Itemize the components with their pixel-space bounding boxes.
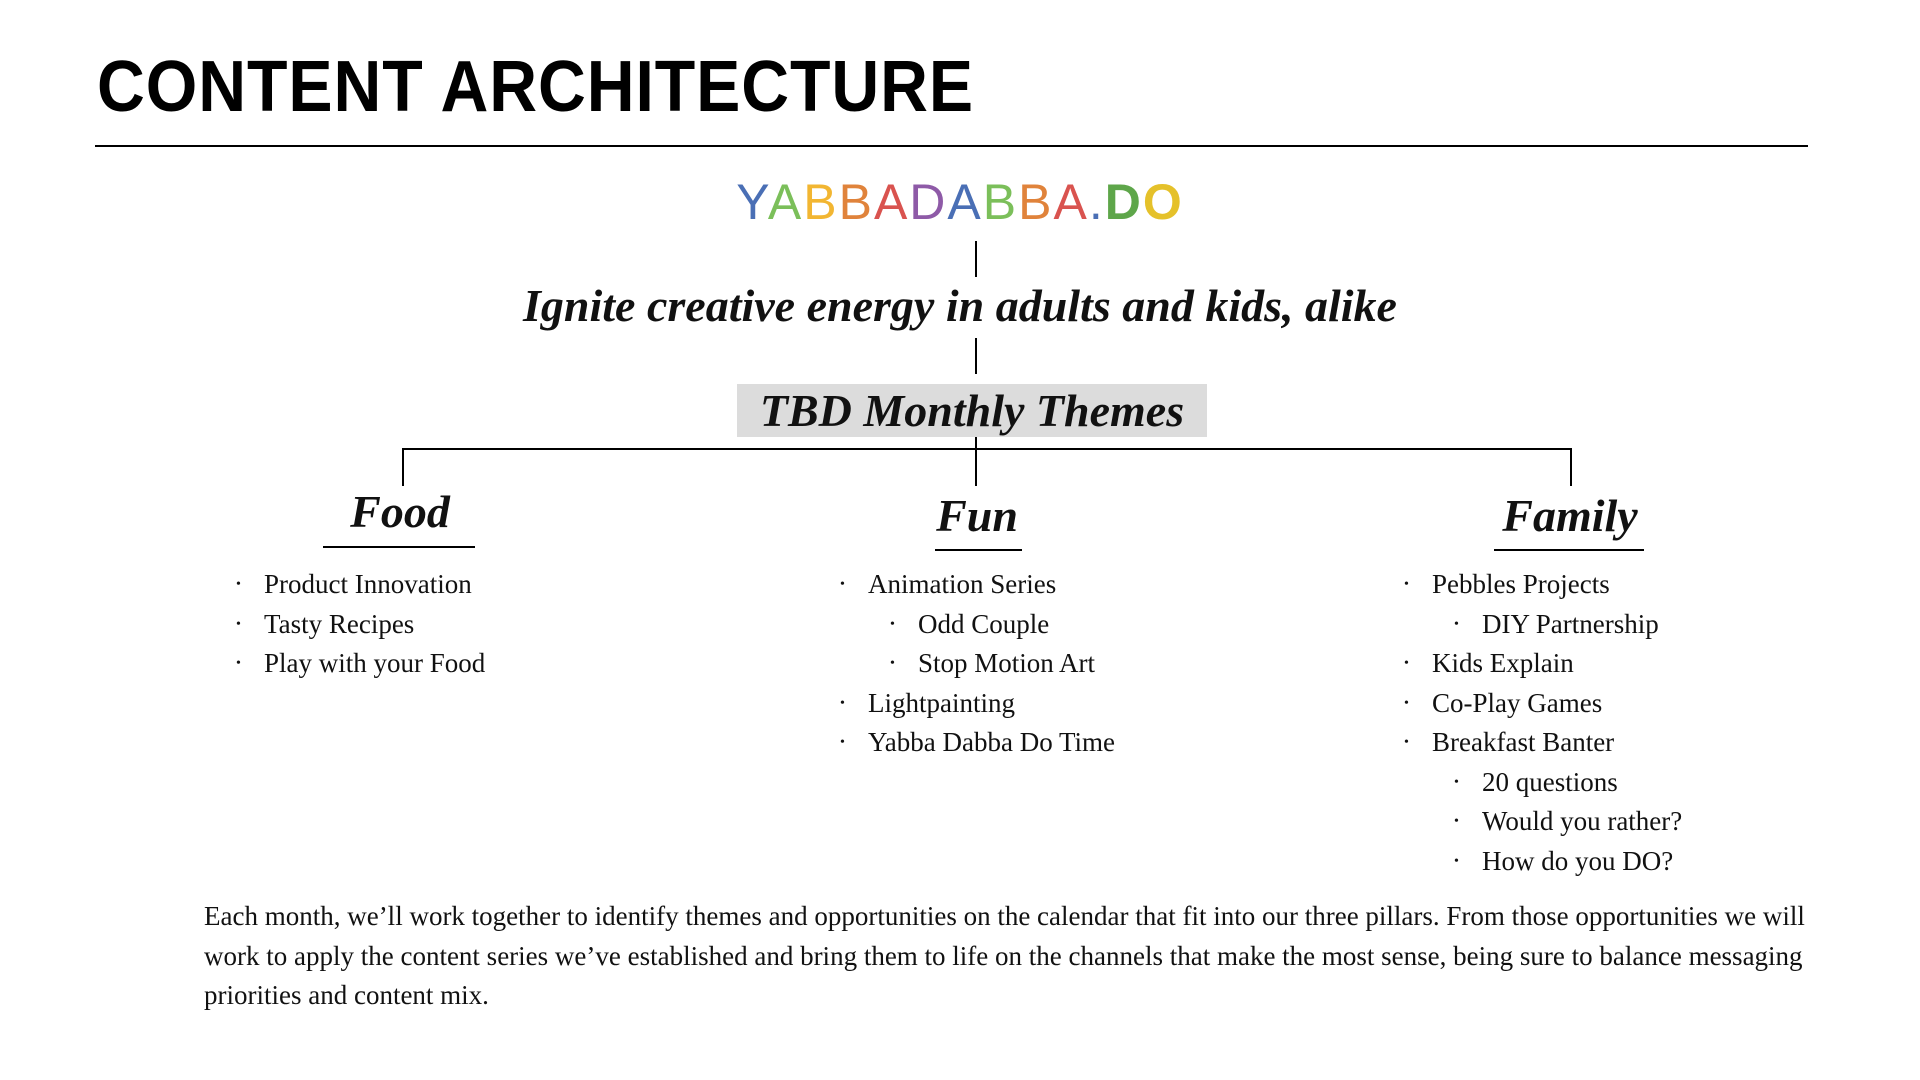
list-item: • Tasty Recipes xyxy=(236,605,485,645)
pillar-title-family: Family xyxy=(1502,490,1638,541)
mission-statement: Ignite creative energy in adults and kids, alike xyxy=(523,280,1397,331)
brand-letter: B xyxy=(838,174,874,230)
brand-letter: . xyxy=(1088,174,1105,230)
brand-letter: O xyxy=(1142,174,1184,230)
sub-list-item: • DIY Partnership xyxy=(1404,605,1682,645)
list-item: • Play with your Food xyxy=(236,644,485,684)
connector-logo-to-mission xyxy=(975,241,977,277)
title-divider xyxy=(95,145,1808,147)
brand-letter: B xyxy=(1018,174,1054,230)
sub-list-item: • Odd Couple xyxy=(840,605,1115,645)
pillar-list-food xyxy=(236,565,485,684)
brand-letter: B xyxy=(803,174,839,230)
brand-logo xyxy=(0,172,1920,232)
connector-mission-to-themes xyxy=(975,338,977,374)
pillar-title-fun: Fun xyxy=(936,490,1018,541)
brand-letter: B xyxy=(982,174,1019,230)
list-item: • Lightpainting xyxy=(840,684,1115,724)
list-item: • Animation Series xyxy=(840,565,1115,605)
brand-letter: A xyxy=(873,174,910,230)
connector-food xyxy=(402,448,404,486)
sub-list-item: • 20 questions xyxy=(1404,763,1682,803)
list-item: • Yabba Dabba Do Time xyxy=(840,723,1115,763)
connector-fun xyxy=(975,448,977,486)
brand-letter: Y xyxy=(736,174,768,230)
list-item: • Co-Play Games xyxy=(1404,684,1682,724)
pillar-list-family xyxy=(1404,565,1682,881)
list-item: • Kids Explain xyxy=(1404,644,1682,684)
brand-letter: D xyxy=(1104,174,1143,230)
list-item: • Pebbles Projects xyxy=(1404,565,1682,605)
connector-family xyxy=(1570,448,1572,486)
brand-letter: A xyxy=(947,174,983,230)
summary-paragraph: Each month, we’ll work together to identify themes and opportunities on the calendar that fit into our three pillars. From those opportunities we will work to apply the content series we’ve established and bring them to life on the channels that make the most sense, being sure to balance messaging priorities and content mix. xyxy=(204,901,1805,1010)
sub-list-item: • Stop Motion Art xyxy=(840,644,1115,684)
pillar-underline-food xyxy=(323,546,475,548)
list-item: • Breakfast Banter xyxy=(1404,723,1682,763)
pillar-branch-line xyxy=(402,448,1572,450)
pillar-underline-family xyxy=(1494,549,1644,551)
pillar-title-food: Food xyxy=(350,486,450,537)
brand-letter: A xyxy=(767,174,804,230)
pillar-underline-fun xyxy=(935,549,1022,551)
page-title: CONTENT ARCHITECTURE xyxy=(97,47,975,127)
list-item: • Product Innovation xyxy=(236,565,485,605)
sub-list-item: • Would you rather? xyxy=(1404,802,1682,842)
themes-box xyxy=(737,384,1207,437)
pillar-list-fun xyxy=(840,565,1115,763)
sub-list-item: • How do you DO? xyxy=(1404,842,1682,882)
themes-label: TBD Monthly Themes xyxy=(759,384,1185,436)
brand-letter: D xyxy=(909,174,948,230)
brand-letter: A xyxy=(1053,174,1089,230)
